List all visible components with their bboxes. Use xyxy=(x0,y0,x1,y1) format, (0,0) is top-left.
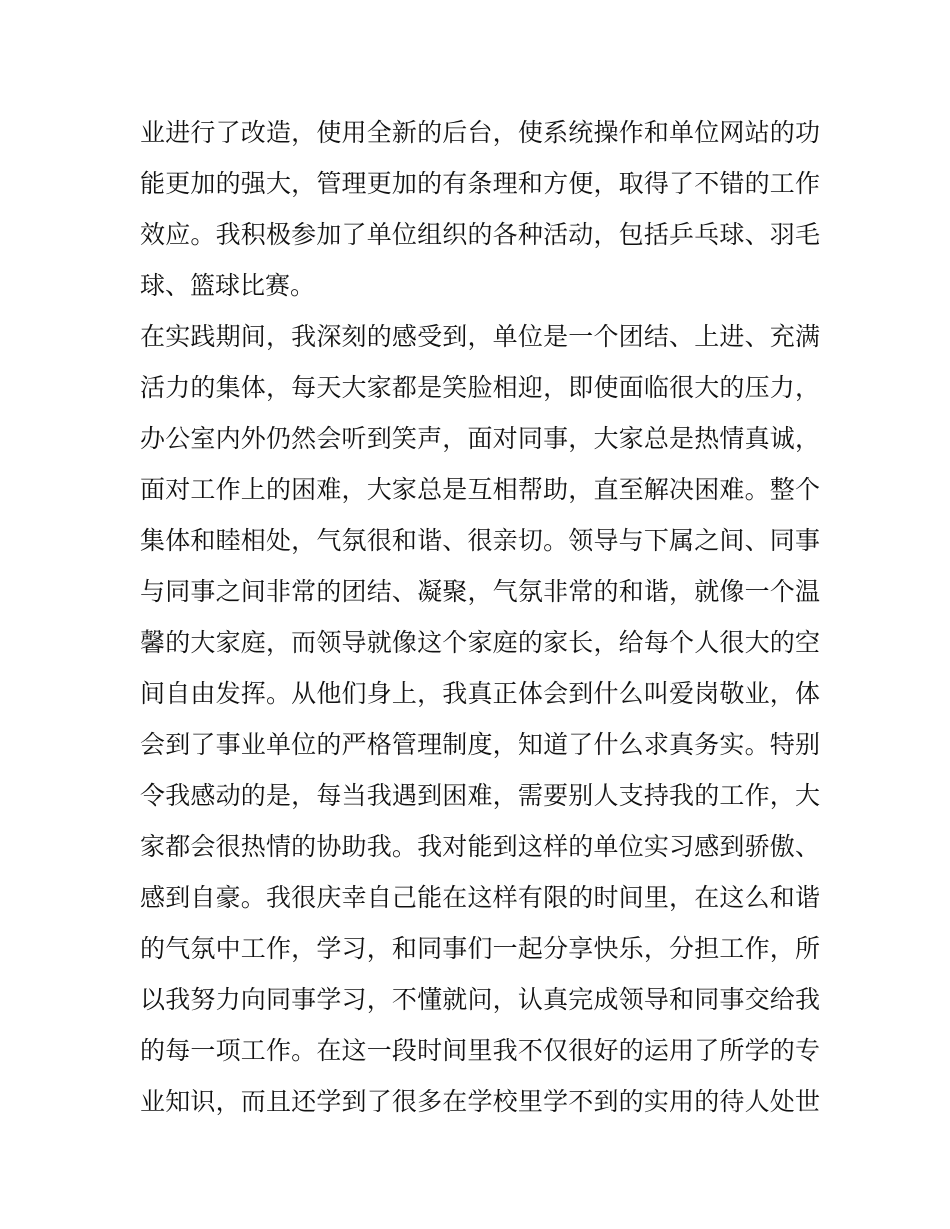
text-line: 家都会很热情的协助我。我对能到这样的单位实习感到骄傲、 xyxy=(140,832,820,861)
text-line: 球、篮球比赛。 xyxy=(140,271,316,300)
text-line: 业知识，而且还学到了很多在学校里学不到的实用的待人处世 xyxy=(140,1087,820,1116)
text-line: 感到自豪。我很庆幸自己能在这样有限的时间里，在这么和谐 xyxy=(140,883,820,912)
text-line: 业进行了改造，使用全新的后台，使系统操作和单位网站的功 xyxy=(140,118,820,147)
text-line: 效应。我积极参加了单位组织的各种活动，包括乒乓球、羽毛 xyxy=(140,220,820,249)
text-line: 的每一项工作。在这一段时间里我不仅很好的运用了所学的专 xyxy=(140,1036,820,1065)
text-line: 活力的集体，每天大家都是笑脸相迎，即使面临很大的压力， xyxy=(140,373,820,402)
text-line: 馨的大家庭，而领导就像这个家庭的家长，给每个人很大的空 xyxy=(140,628,820,657)
text-line: 间自由发挥。从他们身上，我真正体会到什么叫爱岗敬业，体 xyxy=(140,679,820,708)
text-line: 与同事之间非常的团结、凝聚，气氛非常的和谐，就像一个温 xyxy=(140,577,820,606)
body-text xyxy=(140,107,820,1127)
text-line: 能更加的强大，管理更加的有条理和方便，取得了不错的工作 xyxy=(140,169,820,198)
text-line: 的气氛中工作，学习，和同事们一起分享快乐，分担工作，所 xyxy=(140,934,820,963)
text-line: 令我感动的是，每当我遇到困难，需要别人支持我的工作，大 xyxy=(140,781,820,810)
text-line: 会到了事业单位的严格管理制度，知道了什么求真务实。特别 xyxy=(140,730,820,759)
text-line: 办公室内外仍然会听到笑声，面对同事，大家总是热情真诚， xyxy=(140,424,820,453)
text-line: 集体和睦相处，气氛很和谐、很亲切。领导与下属之间、同事 xyxy=(140,526,820,555)
text-line: 在实践期间，我深刻的感受到，单位是一个团结、上进、充满 xyxy=(140,322,820,351)
text-line: 面对工作上的困难，大家总是互相帮助，直至解决困难。整个 xyxy=(140,475,820,504)
text-line: 以我努力向同事学习，不懂就问，认真完成领导和同事交给我 xyxy=(140,985,820,1014)
